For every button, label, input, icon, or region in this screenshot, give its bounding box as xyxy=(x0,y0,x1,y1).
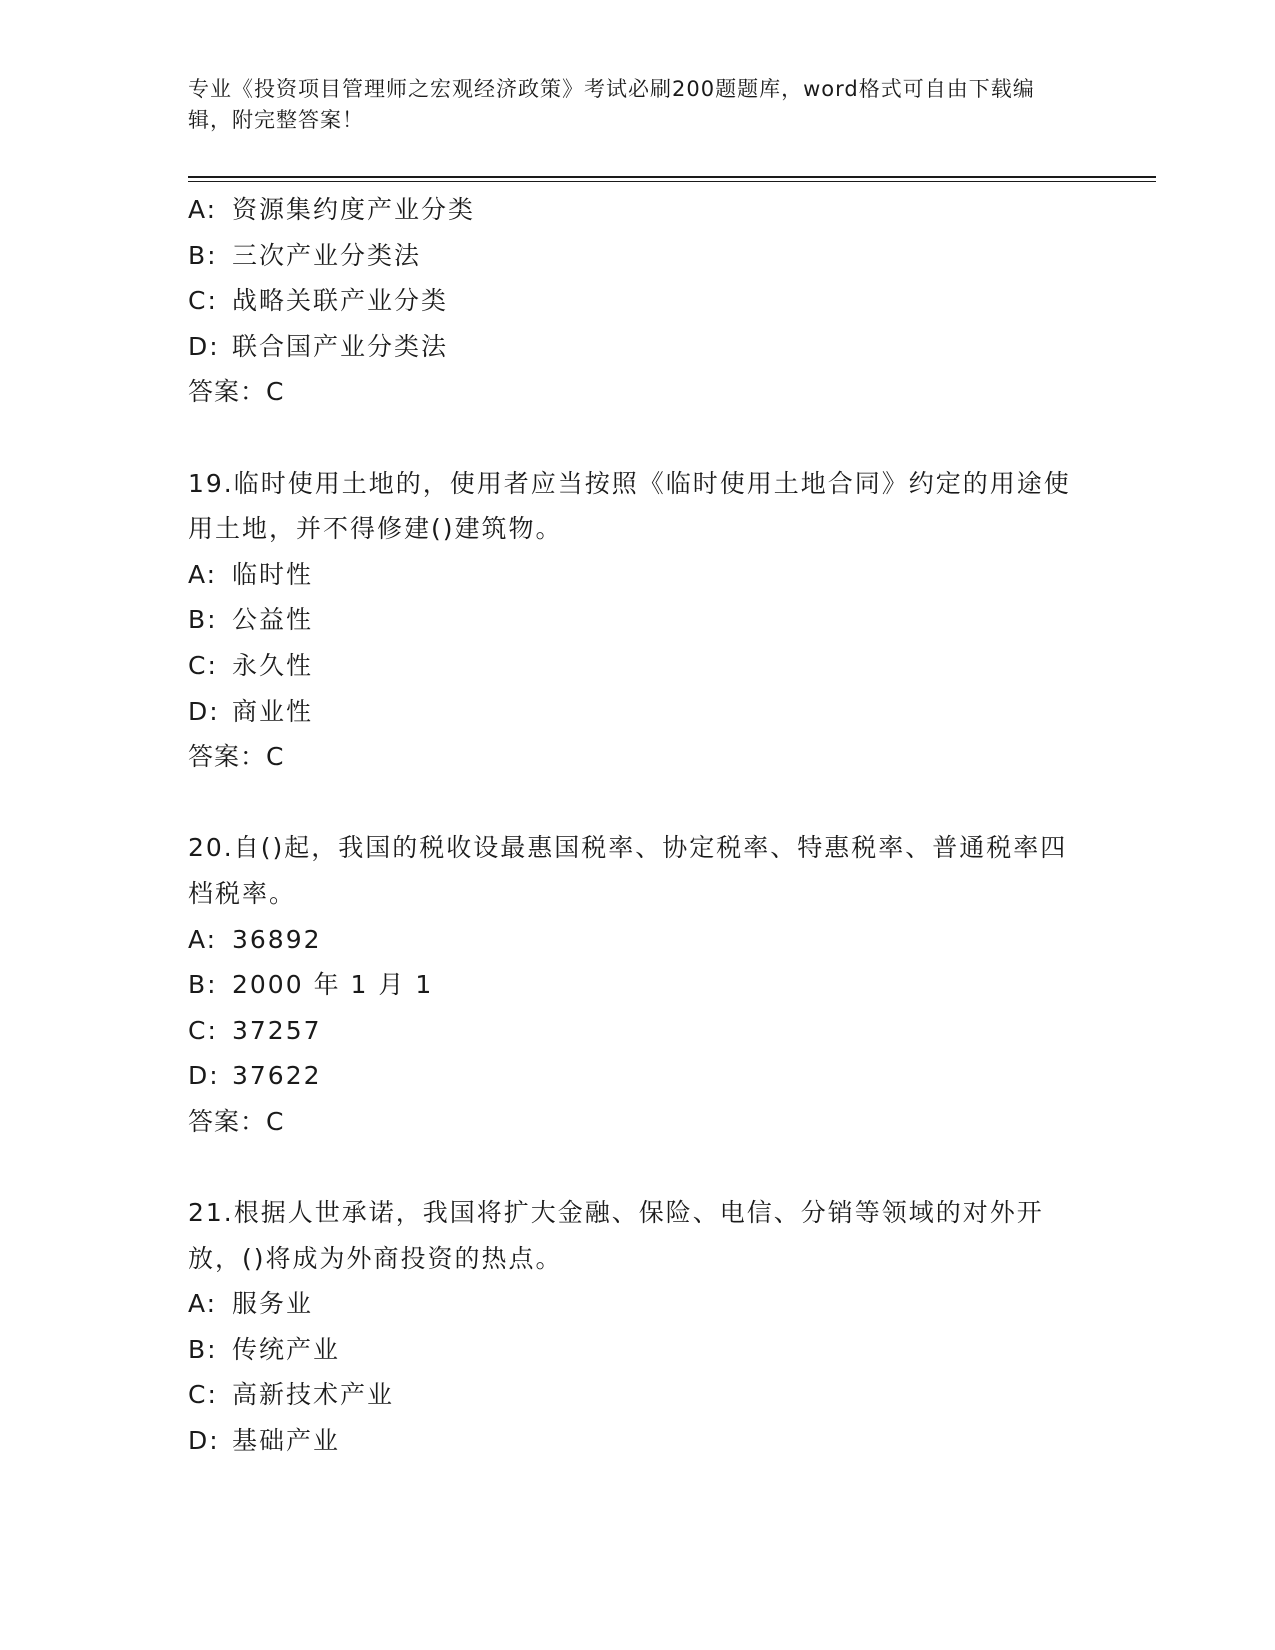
question-stem: 20.自()起，我国的税收设最惠国税率、协定税率、特惠税率、普通税率四档税率。 xyxy=(188,833,1068,908)
header-divider-thick xyxy=(188,176,1156,178)
option-d: D: 37622 xyxy=(188,1061,322,1091)
option-a: A: 服务业 xyxy=(188,1289,314,1319)
option-b: B: 公益性 xyxy=(188,605,314,635)
answer-line: 答案：C xyxy=(188,1106,285,1136)
answer-line: 答案：C xyxy=(188,742,285,772)
question-list xyxy=(188,187,1078,1464)
option-d: D: 商业性 xyxy=(188,696,314,726)
question-18-continuation xyxy=(188,187,1078,415)
question-19 xyxy=(188,461,1078,780)
page-header: 专业《投资项目管理师之宏观经济政策》考试必刷200题题库，word格式可自由下载编辑，附完整答案！ xyxy=(188,77,1035,132)
question-stem: 19.临时使用土地的，使用者应当按照《临时使用土地合同》约定的用途使用土地，并不得修建()建筑物。 xyxy=(188,468,1071,544)
question-21 xyxy=(188,1190,1078,1464)
option-a: A: 36892 xyxy=(188,924,322,954)
option-a: A: 资源集约度产业分类 xyxy=(188,195,476,224)
answer-line: 答案：C xyxy=(188,377,285,407)
option-a: A: 临时性 xyxy=(188,559,314,589)
header-divider-thin xyxy=(188,181,1156,182)
option-b: B: 传统产业 xyxy=(188,1334,341,1364)
option-b: B: 三次产业分类法 xyxy=(188,240,422,270)
option-d: D: 联合国产业分类法 xyxy=(188,331,449,361)
option-d: D: 基础产业 xyxy=(188,1426,341,1456)
option-b: B: 2000 年 1 月 1 xyxy=(188,970,434,1000)
option-c: C: 37257 xyxy=(188,1015,322,1045)
option-c: C: 高新技术产业 xyxy=(188,1380,395,1410)
option-c: C: 永久性 xyxy=(188,650,314,680)
question-20 xyxy=(188,825,1078,1144)
option-c: C: 战略关联产业分类 xyxy=(188,286,449,316)
question-stem: 21.根据人世承诺，我国将扩大金融、保险、电信、分销等领域的对外开放，()将成为外商投资的热点。 xyxy=(188,1198,1044,1273)
